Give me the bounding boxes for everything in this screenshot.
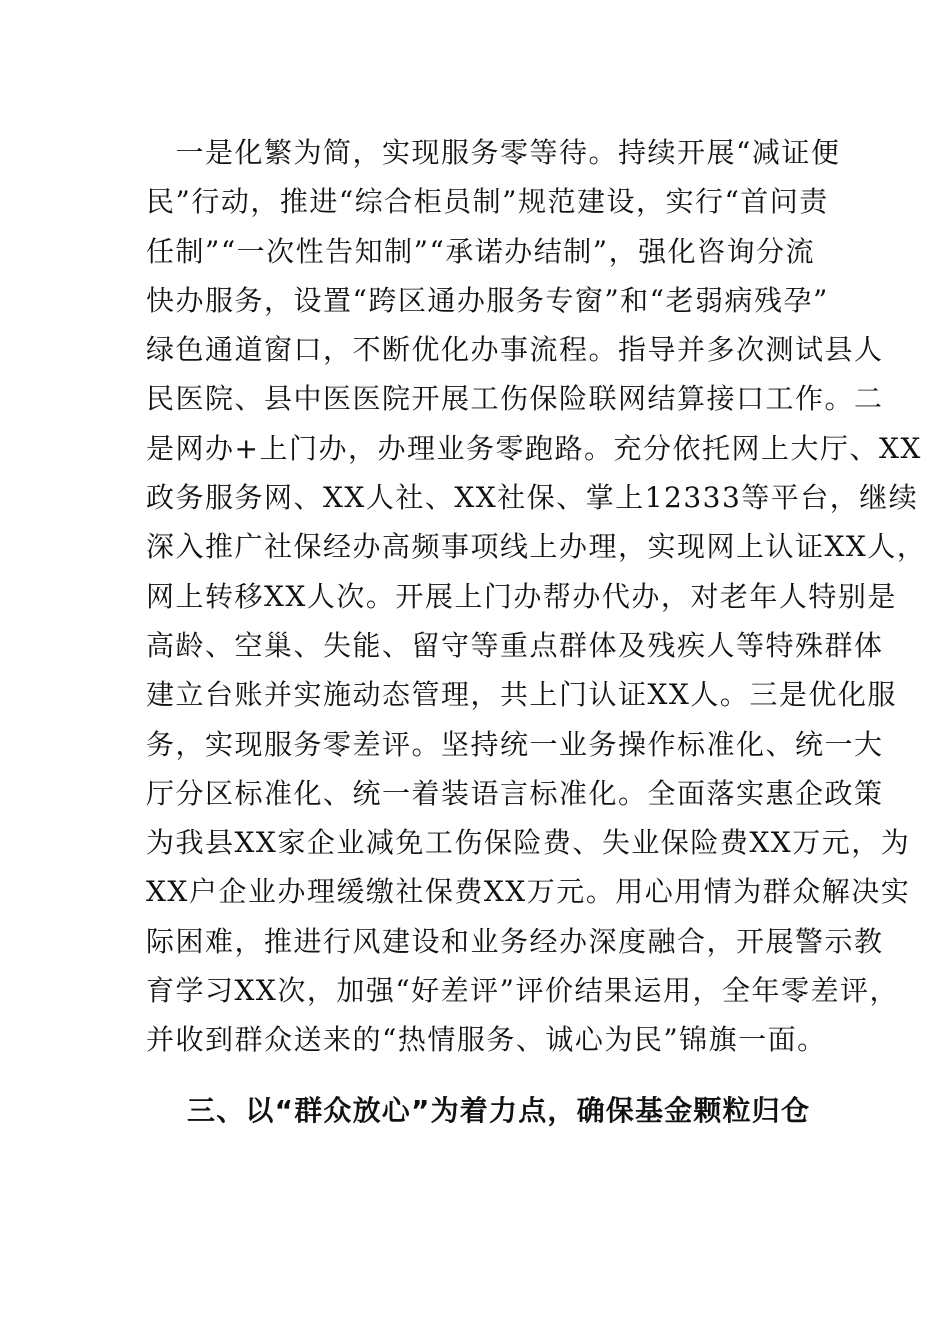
paragraph-line: 快办服务，设置“跨区通办服务专窗”和“老弱病残孕” <box>146 283 829 317</box>
paragraph-line: XX户企业办理缓缴社保费XX万元。用心用情为群众解决实 <box>146 875 911 909</box>
paragraph-line: 为我县XX家企业减免工伤保险费、失业保险费XX万元，为 <box>146 826 911 860</box>
paragraph-line: 建立台账并实施动态管理，共上门认证XX人。三是优化服 <box>146 678 897 712</box>
paragraph-line: 育学习XX次，加强“好差评”评价结果运用，全年零差评， <box>146 974 899 1008</box>
paragraph-line: 民医院、县中医医院开展工伤保险联网结算接口工作。二 <box>146 382 884 416</box>
paragraph-line: 任制”“一次性告知制”“承诺办结制”，强化咨询分流 <box>146 234 816 268</box>
paragraph-line: 一是化繁为简，实现服务零等待。持续开展“减证便 <box>146 136 841 169</box>
paragraph-line: 政务服务网、XX人社、XX社保、掌上12333等平台，继续 <box>146 481 919 515</box>
paragraph-line: 际困难，推进行风建设和业务经办深度融合，开展警示教 <box>146 924 884 958</box>
section-heading: 三、以“群众放心”为着力点，确保基金颗粒归仓 <box>187 1094 811 1127</box>
paragraph-line: 高龄、空巢、失能、留守等重点群体及残疾人等特殊群体 <box>146 628 884 662</box>
paragraph-line: 务，实现服务零差评。坚持统一业务操作标准化、统一大 <box>146 727 884 761</box>
paragraph-line: 并收到群众送来的“热情服务、诚心为民”锦旗一面。 <box>146 1023 827 1057</box>
paragraph-line: 民”行动，推进“综合柜员制”规范建设，实行“首问责 <box>146 185 829 219</box>
paragraph-line: 深入推广社保经办高频事项线上办理，实现网上认证XX人， <box>146 530 927 564</box>
body-paragraph <box>146 128 927 1065</box>
paragraph-line: 是网办+上门办，办理业务零跑路。充分依托网上大厅、XX <box>146 431 922 465</box>
paragraph-line: 网上转移XX人次。开展上门办帮办代办，对老年人特别是 <box>146 579 897 613</box>
paragraph-line: 厅分区标准化、统一着装语言标准化。全面落实惠企政策 <box>146 776 884 810</box>
paragraph-line: 绿色通道窗口，不断优化办事流程。指导并多次测试县人 <box>146 333 884 367</box>
